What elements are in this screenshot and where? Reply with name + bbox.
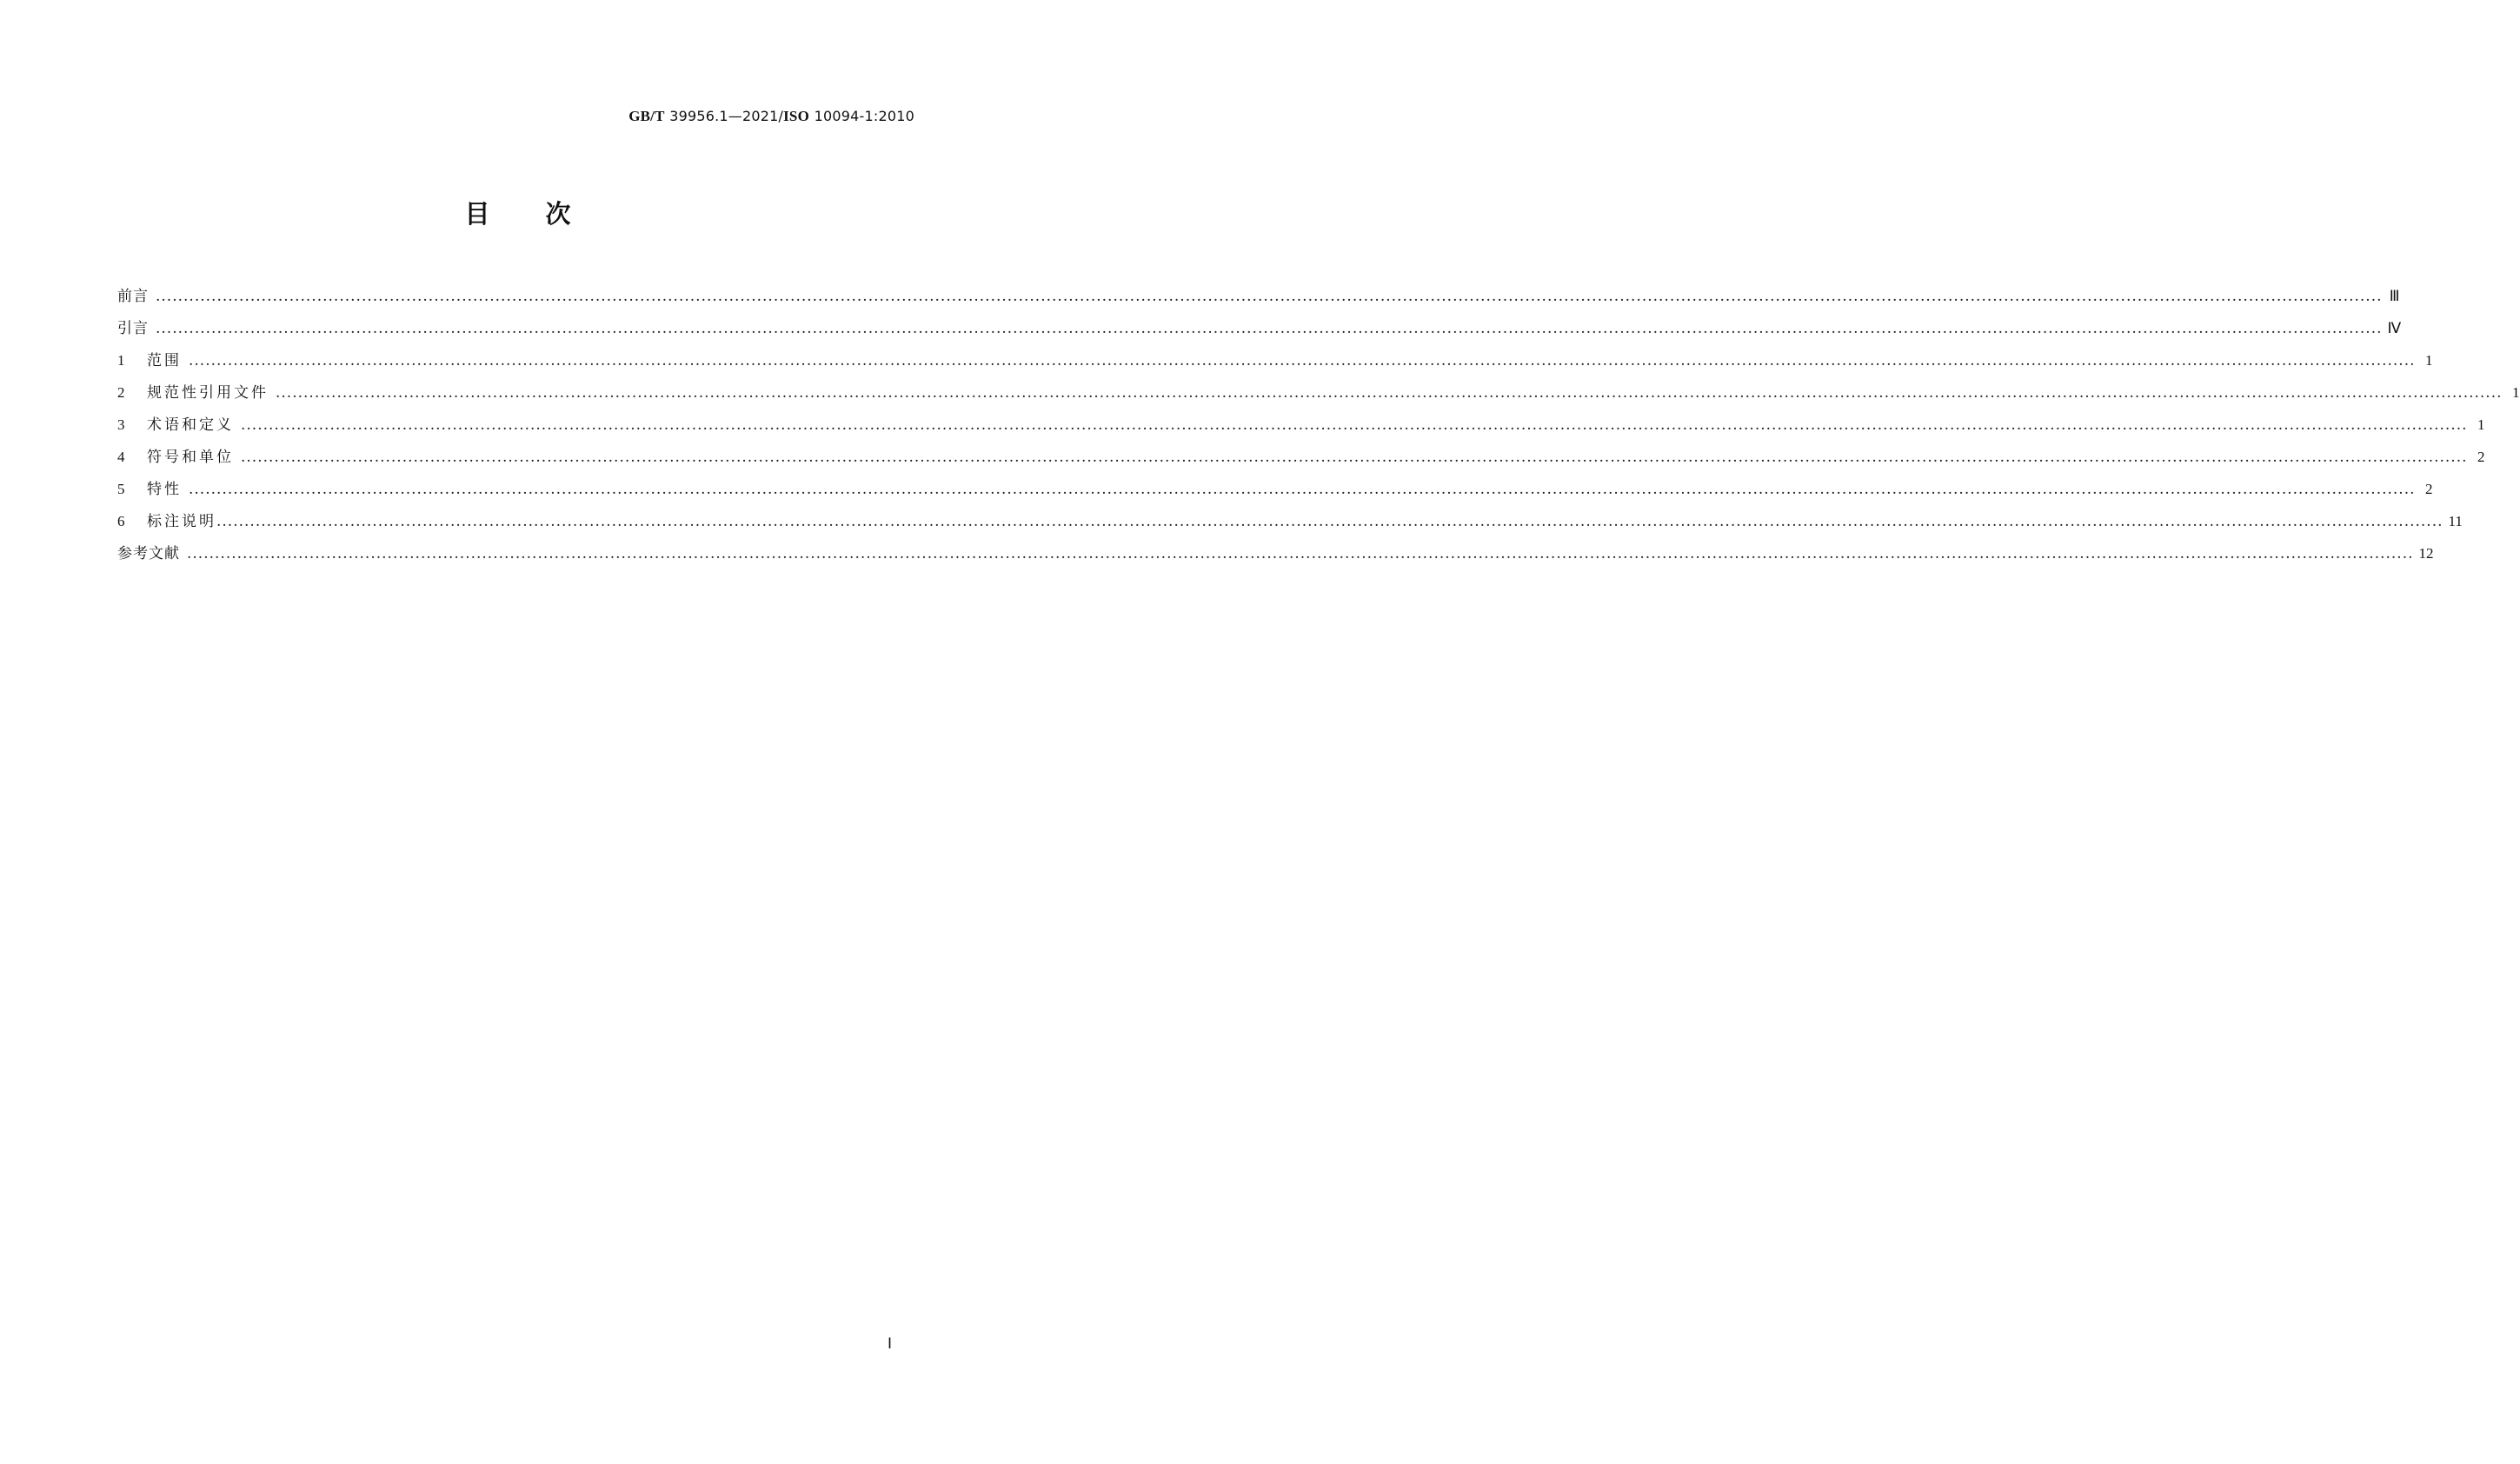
dot-leader: ................................................................................................................................................................................................................................................................................................................................................................................................................: [156, 320, 2383, 337]
toc-entry[interactable]: [117, 283, 2400, 316]
toc-entry[interactable]: [117, 509, 2463, 541]
dot-leader: ................................................................................................................................................................................................................................................................................................................................................................................................................: [276, 384, 2503, 402]
toc-entry-label: 符号和单位: [147, 449, 234, 466]
toc-title: [0, 195, 1035, 230]
toc-entry-page: 1: [2512, 384, 2520, 401]
toc-entry-number: 2: [117, 384, 125, 401]
iso-prefix: ISO: [783, 108, 810, 124]
toc-entry-label: 范围: [147, 352, 182, 369]
toc-entry-label: 规范性引用文件: [147, 384, 269, 402]
toc-entry-page: Ⅳ: [2387, 320, 2402, 336]
toc-entry[interactable]: [117, 541, 2434, 573]
dot-leader: ................................................................................................................................................................................................................................................................................................................................................................................................................: [241, 449, 2468, 466]
toc-entry-page: 1: [2477, 416, 2485, 433]
toc-entry-page: 11: [2448, 513, 2463, 529]
toc-entry[interactable]: [117, 476, 2433, 509]
toc-entry[interactable]: [117, 444, 2485, 476]
document-header: [628, 108, 914, 125]
toc-entry[interactable]: [117, 412, 2485, 444]
page-number: Ⅰ: [887, 1335, 892, 1352]
toc-title-char-1: 目: [464, 199, 490, 229]
standard-prefix: GB/T: [628, 108, 665, 124]
dot-leader: ................................................................................................................................................................................................................................................................................................................................................................................................................: [241, 416, 2468, 434]
standard-number: 39956.1—2021/: [669, 108, 784, 124]
toc-entry-number: 3: [117, 416, 125, 433]
toc-entry-number: 5: [117, 481, 125, 497]
toc-entry[interactable]: [117, 380, 2520, 412]
toc-entry-number: 6: [117, 513, 125, 529]
toc-entry-label: 术语和定义: [147, 416, 234, 434]
dot-leader: ................................................................................................................................................................................................................................................................................................................................................................................................................: [216, 513, 2444, 530]
toc-entry-page: Ⅲ: [2389, 288, 2400, 304]
toc-entry-label: 前言: [117, 288, 149, 305]
toc-entry-label: 引言: [117, 320, 149, 337]
toc-entry-number: 4: [117, 449, 125, 465]
toc-entry-label: 参考文献: [117, 545, 180, 562]
dot-leader: ................................................................................................................................................................................................................................................................................................................................................................................................................: [189, 481, 2416, 498]
toc-title-char-2: 次: [545, 199, 571, 229]
toc-entry[interactable]: [117, 348, 2433, 380]
toc-entry[interactable]: [117, 316, 2402, 348]
toc-entry-page: 2: [2477, 449, 2485, 465]
toc-entry-label: 特性: [147, 481, 182, 498]
toc-entry-number: 1: [117, 352, 125, 369]
dot-leader: ................................................................................................................................................................................................................................................................................................................................................................................................................: [156, 288, 2383, 305]
iso-number: 10094-1:2010: [814, 108, 914, 124]
toc-entry-label: 标注说明: [147, 513, 216, 530]
toc-entry-page: 12: [2418, 545, 2434, 562]
table-of-contents: [117, 283, 2520, 573]
toc-entry-page: 1: [2425, 352, 2433, 369]
dot-leader: ................................................................................................................................................................................................................................................................................................................................................................................................................: [187, 545, 2414, 562]
toc-entry-page: 2: [2425, 481, 2433, 497]
dot-leader: ................................................................................................................................................................................................................................................................................................................................................................................................................: [189, 352, 2416, 369]
